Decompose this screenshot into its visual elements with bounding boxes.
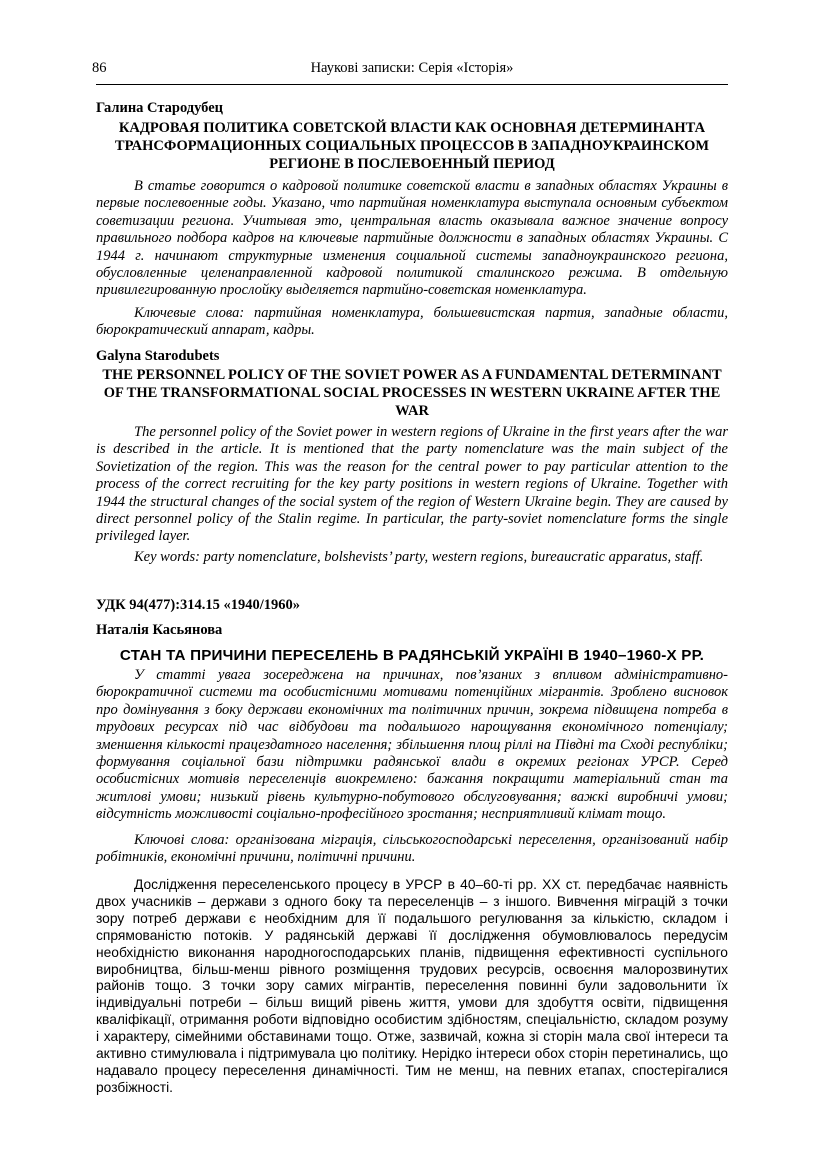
en-author: Galyna Starodubets <box>96 348 220 364</box>
en-abstract: The personnel policy of the Soviet power in western regions of Ukraine in the first years after the war is described in the article. It is mentioned that the party nomenclature was the main subject of the Sovietization of the region. This was the reason for the central power to pay particular attention to the process of the correct recruiting for the key party positions in western regions of Ukraine. Together with 1944 the structural changes of the social system of the region of Western Ukraine begin. They are caused by direct personnel policy of the Stalin regime. In particular, the party-soviet nomenclature forms the single privileged layer. <box>96 424 728 545</box>
en-keywords: Key words: party nomenclature, bolshevists’ party, western regions, bureaucratic apparatus, staff. <box>134 549 704 565</box>
ru-keywords: Ключевые слова: партийная номенклатура, большевистская партия, западные области, бюрократический аппарат, кадры. <box>96 305 728 339</box>
ru-abstract: В статье говорится о кадровой политике советской власти в западных областях Украины в первые послевоенные годы. Указано, что партийная номенклатура выступала основным субъектом советизации региона. Учитывая это, центральная власть оказывала важное значение вопросу правильного подбора кадров на ключевые партийные должности в западных областях Украины. С 1944 г. начинают структурные изменения социальной системы западноукраинского региона, обусловленные целенаправленной кадровой политикой сталинского режима. В отдельную привилегированную прослойку выделяется партийно-советская номенклатура. <box>96 178 728 299</box>
running-header <box>92 58 728 85</box>
journal-title: Наукові записки: Серія «Історія» <box>310 60 514 76</box>
udk-code: УДК 94(477):314.15 «1940/1960» <box>96 597 301 613</box>
page-number: 86 <box>92 60 107 76</box>
en-title: THE PERSONNEL POLICY OF THE SOVIET POWER AS A FUNDAMENTAL DETERMINANT OF THE TRANSFORMATIONAL SOCIAL PROCESSES IN WESTERN UKRAINE AFTER THE WAR <box>102 367 722 419</box>
ua-title: СТАН ТА ПРИЧИНИ ПЕРЕСЕЛЕНЬ В РАДЯНСЬКІЙ УКРАЇНІ В 1940–1960-Х РР. <box>119 647 705 664</box>
ua-keywords: Ключові слова: організована міграція, сільськогосподарські переселення, організований набір робітників, економічні причини, політичні причини. <box>96 832 728 866</box>
ru-author: Галина Стародубец <box>96 100 224 116</box>
ua-author: Наталія Касьянова <box>96 622 223 638</box>
ua-body-paragraph: Дослідження переселенського процесу в УРСР в 40–60-ті рр. ХХ ст. передбачає наявність двох учасників – держави з одного боку та переселенців – з іншого. Вивчення міграцій з точки зору потреб держави є необхідним для її подальшого регулювання за кількістю, складом і спрямованістю потоків. У радянській державі її дослідження обумовлювалось передусім необхідністю виконання народногосподарських планів, підвищення ефективності суспільного виробництва, більш-менш рівного розміщення трудових ресурсів, освоєння малорозвинутих районів тощо. З точки зору самих мігрантів, переселення повинні були задовольнити їх індивідуальні потреби – більш вищий рівень життя, умови для здобуття освіти, підвищення кваліфікації, отримання роботи відповідно особистим здібностям, спеціальністю, складом розуму і характеру, сімейними обставинами тощо. Отже, зазвичай, кожна зі сторін мала свої інтереси та активно стимулювала і підтримувала цю політику. Нерідко інтереси обох сторін перетинались, що надавало процесу переселення динамічності. Тим не менш, на певних етапах, спостерігалися розбіжності. <box>96 877 728 1095</box>
ru-title: КАДРОВАЯ ПОЛИТИКА СОВЕТСКОЙ ВЛАСТИ КАК ОСНОВНАЯ ДЕТЕРМИНАНТА ТРАНСФОРМАЦИОННЫХ СОЦИАЛЬНЫХ ПРОЦЕССОВ В ЗАПАДНОУКРАИНСКОМ РЕГИОНЕ В ПОСЛЕВОЕННЫЙ ПЕРИОД <box>114 120 710 172</box>
ua-abstract: У статті увага зосереджена на причинах, пов’язаних з впливом адміністративно-бюрократичної системи та особистісними мотивами потенційних мігрантів. Зроблено висновок про домінування з боку держави економічних та політичних причин, зокрема підвищена потреба в трудових ресурсах під час відбудови та подальшого нарощування економічного потенціалу; зменшення кількості працездатного населення; збільшення площ ріллі на Півдні та Сході республіки; формування соціальної бази підтримки радянської влади в окремих регіонах УРСР. Серед особистісних мотивів переселенців виокремлено: бажання покращити матеріальний стан та житлові умови; низький рівень культурно-побутового обслуговування; важкі виробничі умови; відсутність можливості соціально-професійного зростання; несприятливий клімат тощо. <box>96 667 728 823</box>
